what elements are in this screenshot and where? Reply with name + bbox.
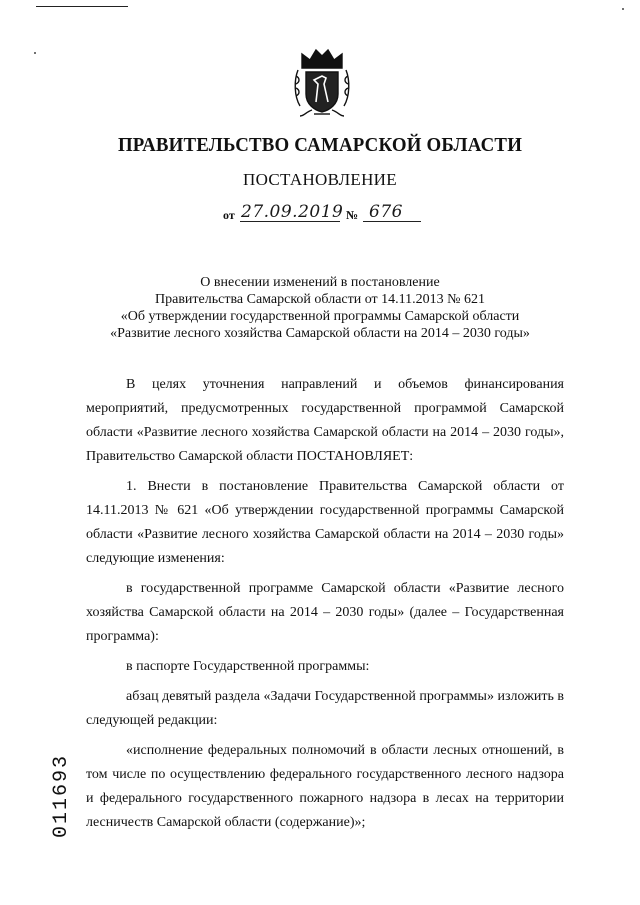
body-paragraph: В целях уточнения направлений и объемов финансирования мероприятий, предусмотренных государственной программой Самарской области «Развитие лесного хозяйства Самарской области на 2014 – 2030 годы», Правительство Самарской области ПОСТАНОВЛЯЕТ:	[86, 377, 564, 464]
body-paragraph: абзац девятый раздела «Задачи Государственной программы» изложить в следующей редакции:	[86, 689, 564, 728]
body-paragraph: в паспорте Государственной программы:	[126, 659, 370, 674]
body-paragraph: «исполнение федеральных полномочий в области лесных отношений, в том числе по осуществлению федерального государственного лесного надзора и федерального государственного пожарного надзора в лесах на территории лесничеств Самарской области (содержание)»;	[86, 743, 564, 830]
side-serial-number: 011693	[50, 753, 73, 838]
subject-line: «Об утверждении государственной программы Самарской области	[120, 309, 520, 324]
number-underline	[363, 221, 421, 222]
handwritten-number: 676	[369, 202, 403, 222]
body-paragraph: в государственной программе Самарской области «Развитие лесного хозяйства Самарской области на 2014 – 2030 годы» (далее – Государственная программа):	[86, 581, 564, 644]
government-title: ПРАВИТЕЛЬСТВО САМАРСКОЙ ОБЛАСТИ	[117, 134, 523, 156]
number-label: №	[346, 208, 359, 222]
subject-line: Правительства Самарской области от 14.11.2013 № 621	[155, 292, 485, 307]
document-body	[86, 373, 564, 841]
subject-line: О внесении изменений в постановление	[200, 275, 440, 290]
from-label: от	[223, 208, 235, 222]
scan-speck	[622, 8, 624, 10]
body-paragraph: 1. Внести в постановление Правительства Самарской области от 14.11.2013 № 621 «Об утверждении государственной программы Самарской области «Развитие лесного хозяйства Самарской области на 2014 – 2030 годы» следующие изменения:	[86, 479, 564, 566]
document-type: ПОСТАНОВЛЕНИЕ	[243, 170, 397, 189]
subject-line: «Развитие лесного хозяйства Самарской области на 2014 – 2030 годы»	[110, 326, 530, 341]
scan-speck	[34, 52, 36, 54]
document-reference	[223, 203, 463, 225]
document-subject	[60, 274, 580, 342]
date-underline	[240, 221, 340, 222]
handwritten-date: 27.09.2019	[241, 202, 344, 222]
top-rule	[36, 6, 128, 7]
samara-coat-of-arms-icon	[292, 46, 352, 118]
